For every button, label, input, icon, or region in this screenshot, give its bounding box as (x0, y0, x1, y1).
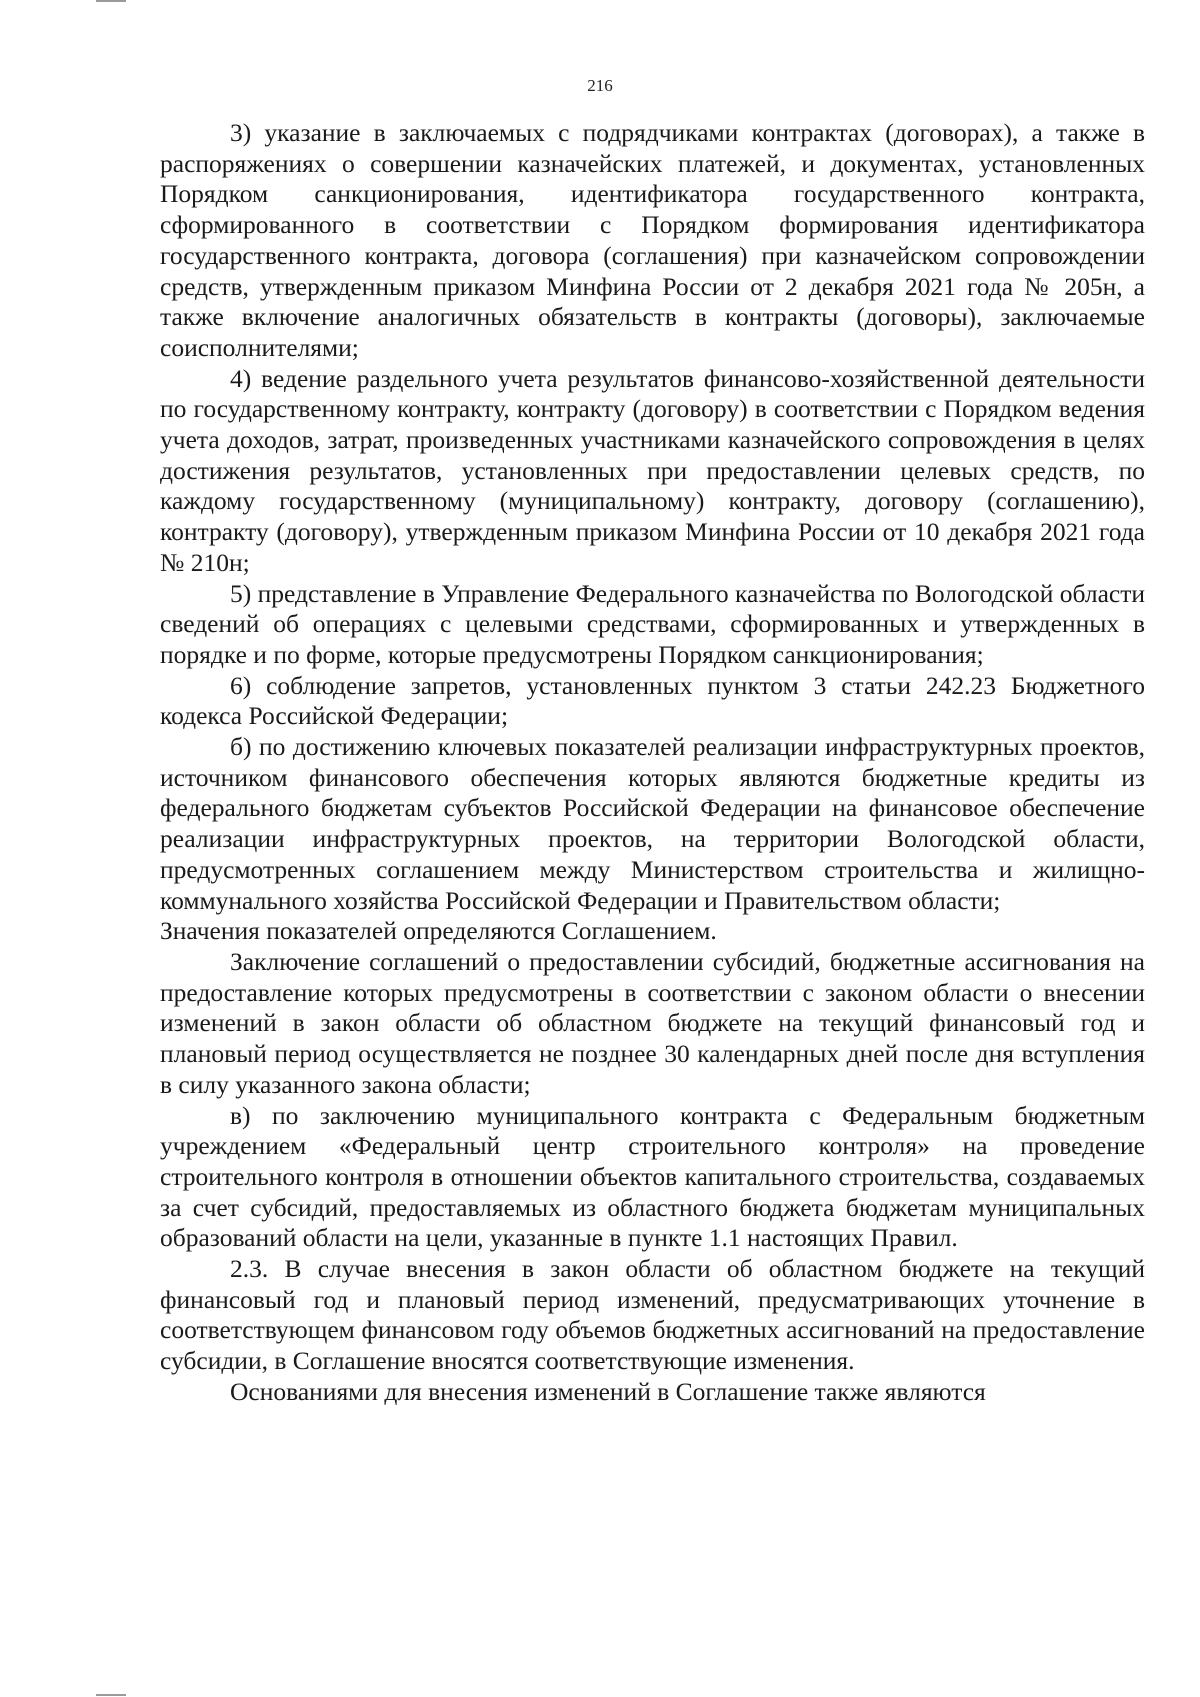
paragraph: 5) представление в Управление Федерального казначейства по Вологодской области сведений об операциях с целевыми средствами, сформированных и утвержденных в порядке и по форме, которые предусмотрены Порядком санкционирования; (160, 578, 1145, 669)
document-body (160, 118, 1145, 1408)
scan-artifact-bottom (96, 1694, 126, 1696)
scan-artifact-top (96, 0, 126, 2)
paragraph: в) по заключению муниципального контракта с Федеральным бюджетным учреждением «Федеральный центр строительного контроля» на проведение строительного контроля в отношении объектов капитального строительства, создаваемых за счет субсидий, предоставляемых из областного бюджета бюджетам муниципальных образований области на цели, указанные в пункте 1.1 настоящих Правил. (160, 1100, 1145, 1253)
paragraph: 4) ведение раздельного учета результатов финансово-хозяйственной деятельности по государственному контракту, контракту (договору) в соответствии с Порядком ведения учета доходов, затрат, произведенных участниками казначейского сопровождения в целях достижения результатов, установленных при предоставлении целевых средств, по каждому государственному (муниципальному) контракту, договору (соглашению), контракту (договору), утвержденным приказом Минфина России от 10 декабря 2021 года № 210н; (160, 363, 1145, 577)
page-number: 216 (587, 76, 613, 95)
paragraph: 6) соблюдение запретов, установленных пунктом 3 статьи 242.23 Бюджетного кодекса Российской Федерации; (160, 670, 1145, 731)
paragraph: Заключение соглашений о предоставлении субсидий, бюджетные ассигнования на предоставление которых предусмотрены в соответствии с законом области о внесении изменений в закон области об областном бюджете на текущий финансовый год и плановый период осуществляется не позднее 30 календарных дней после дня вступления в силу указанного закона области; (160, 946, 1145, 1099)
paragraph: б) по достижению ключевых показателей реализации инфраструктурных проектов, источником финансового обеспечения которых являются бюджетные кредиты из федерального бюджетам субъектов Российской Федерации на финансовое обеспечение реализации инфраструктурных проектов, на территории Вологодской области, предусмотренных соглашением между Министерством строительства и жилищно-коммунального хозяйства Российской Федерации и Правительством области; (160, 732, 1145, 915)
paragraph: Значения показателей определяются Соглашением. (160, 916, 717, 946)
paragraph: Основаниями для внесения изменений в Соглашение также являются (230, 1376, 986, 1406)
paragraph: 2.3. В случае внесения в закон области об областном бюджете на текущий финансовый год и плановый период изменений, предусматривающих уточнение в соответствующем финансовом году объемов бюджетных ассигнований на предоставление субсидии, в Соглашение вносятся соответствующие изменения. (160, 1254, 1145, 1376)
paragraph: 3) указание в заключаемых с подрядчиками контрактах (договорах), а также в распоряжениях о совершении казначейских платежей, и документах, установленных Порядком санкционирования, идентификатора государственного контракта, сформированного в соответствии с Порядком формирования идентификатора государственного контракта, договора (соглашения) при казначейском сопровождении средств, утвержденным приказом Минфина России от 2 декабря 2021 года № 205н, а также включение аналогичных обязательств в контракты (договоры), заключаемые соисполнителями; (160, 118, 1145, 362)
